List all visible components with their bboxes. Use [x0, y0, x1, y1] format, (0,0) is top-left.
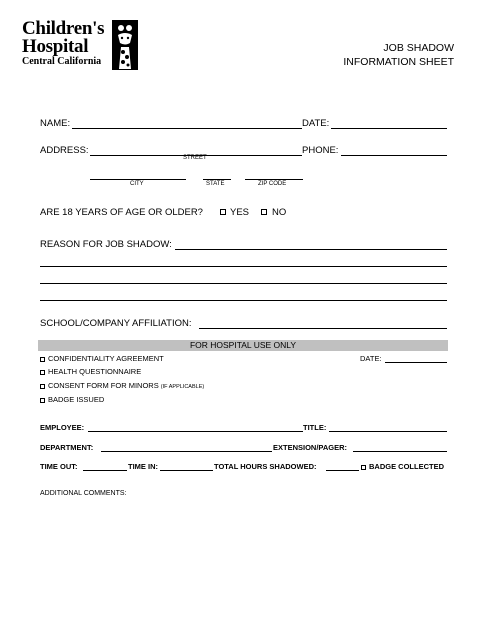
date-label: DATE:	[302, 118, 330, 129]
confidentiality-label: CONFIDENTIALITY AGREEMENT	[48, 354, 164, 363]
reason-field-line-1[interactable]	[175, 249, 447, 250]
city-field[interactable]	[90, 179, 186, 180]
no-label: NO	[272, 207, 287, 218]
extension-label: EXTENSION/PAGER:	[273, 443, 348, 452]
badge-issued-label: BADGE ISSUED	[48, 395, 105, 404]
reason-field-line-2[interactable]	[40, 266, 447, 267]
checklist-item-health[interactable]	[40, 367, 141, 376]
form-title-line-2: INFORMATION SHEET	[343, 56, 454, 68]
state-hint: STATE	[206, 181, 225, 187]
street-hint: STREET	[183, 155, 207, 161]
time-out-field[interactable]	[83, 470, 127, 471]
checkbox-icon[interactable]	[40, 384, 45, 389]
reason-field-line-4[interactable]	[40, 300, 447, 301]
form-title	[343, 41, 454, 69]
title-label: TITLE:	[303, 423, 327, 432]
hospital-use-banner	[38, 340, 448, 351]
time-out-label: TIME OUT:	[40, 462, 78, 471]
total-hours-label: TOTAL HOURS SHADOWED:	[214, 462, 317, 471]
employee-field[interactable]	[88, 431, 303, 432]
zip-field[interactable]	[245, 179, 303, 180]
checkbox-icon[interactable]	[40, 398, 45, 403]
checklist-item-consent[interactable]	[40, 381, 204, 390]
checkbox-icon[interactable]	[361, 465, 366, 470]
address-label: ADDRESS:	[40, 145, 89, 156]
date-field[interactable]	[331, 128, 447, 129]
time-in-label: TIME IN:	[128, 462, 158, 471]
department-label: DEPARTMENT:	[40, 443, 94, 452]
consent-note: (IF APPLICABLE)	[160, 384, 205, 390]
logo-line-1: Children's	[22, 18, 105, 39]
checklist-item-badge[interactable]	[40, 395, 104, 404]
badge-collected[interactable]	[361, 462, 444, 471]
no-checkbox[interactable]	[261, 209, 267, 215]
reason-label: REASON FOR JOB SHADOW:	[40, 239, 172, 250]
employee-label: EMPLOYEE:	[40, 423, 85, 432]
checklist-date-field[interactable]	[385, 362, 447, 363]
consent-label: CONSENT FORM FOR MINORS	[48, 381, 159, 390]
time-in-field[interactable]	[160, 470, 213, 471]
logo-line-2: Hospital	[22, 36, 89, 57]
name-field[interactable]	[72, 128, 302, 129]
department-field[interactable]	[101, 451, 272, 452]
reason-field-line-3[interactable]	[40, 283, 447, 284]
health-label: HEALTH QUESTIONNAIRE	[48, 367, 142, 376]
zip-hint: ZIP CODE	[258, 181, 287, 187]
hospital-logo	[22, 19, 142, 71]
state-field[interactable]	[203, 179, 231, 180]
checklist-item-confidentiality[interactable]	[40, 354, 164, 363]
phone-field[interactable]	[341, 155, 447, 156]
yes-checkbox[interactable]	[220, 209, 226, 215]
hospital-use-banner-text: FOR HOSPITAL USE ONLY	[189, 340, 297, 350]
badge-collected-label: BADGE COLLECTED	[369, 462, 444, 471]
checkbox-icon[interactable]	[40, 370, 45, 375]
extension-field[interactable]	[353, 451, 447, 452]
checkbox-icon[interactable]	[40, 357, 45, 362]
age-question: ARE 18 YEARS OF AGE OR OLDER?	[40, 207, 203, 218]
title-field[interactable]	[329, 431, 447, 432]
school-field[interactable]	[199, 328, 447, 329]
city-hint: CITY	[130, 181, 144, 187]
checklist-date-label: DATE:	[360, 354, 382, 363]
school-label: SCHOOL/COMPANY AFFILIATION:	[40, 318, 192, 329]
form-title-line-1: JOB SHADOW	[383, 42, 454, 54]
total-hours-field[interactable]	[326, 470, 359, 471]
giraffe-icon	[110, 19, 140, 71]
yes-label: YES	[230, 207, 250, 218]
logo-line-3: Central California	[22, 56, 102, 67]
name-label: NAME:	[40, 118, 71, 129]
phone-label: PHONE:	[302, 145, 339, 156]
comments-label: ADDITIONAL COMMENTS:	[40, 490, 127, 497]
